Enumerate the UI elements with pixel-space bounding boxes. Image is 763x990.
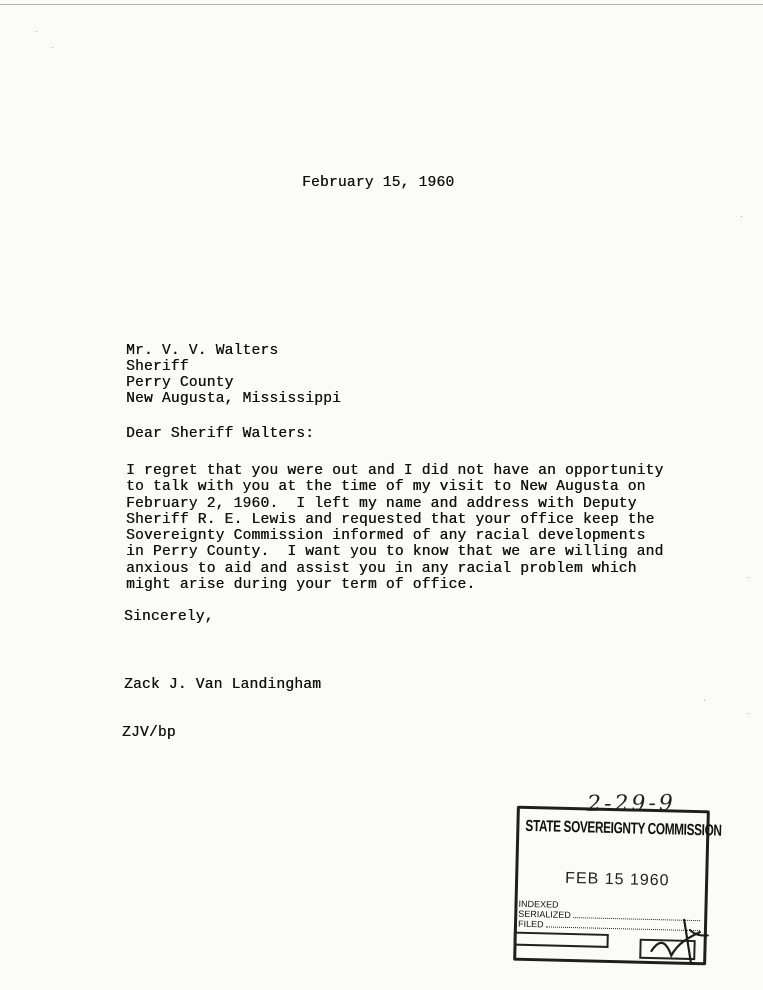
stamp-field-label: FILED xyxy=(517,918,544,930)
body-line: anxious to aid and assist you in any racial problem which xyxy=(126,560,637,577)
handwritten-file-number: 2-29-9 xyxy=(586,790,676,817)
recipient-county: Perry County xyxy=(126,375,234,391)
stamp-field-label: INDEXED xyxy=(518,898,559,910)
body-line: in Perry County. I want you to know that we are willing and xyxy=(126,544,664,561)
body-line: I regret that you were out and I did not have an opportunity xyxy=(126,463,664,479)
recipient-name: Mr. V. V. Walters xyxy=(126,343,279,359)
salutation: Dear Sheriff Walters: xyxy=(126,426,315,442)
stamp-field-label: SERIALIZED xyxy=(518,908,571,921)
body-line: to talk with you at the time of my visit to New Augusta on xyxy=(126,479,646,496)
recipient-address xyxy=(126,343,341,407)
scan-speck xyxy=(36,31,37,32)
stamp-box xyxy=(514,932,609,948)
commission-stamp xyxy=(513,790,722,966)
body-line: might arise during your term of office. xyxy=(126,577,476,594)
scan-speck xyxy=(741,216,742,217)
letter-date: February 15, 1960 xyxy=(302,175,455,191)
scan-speck xyxy=(748,577,749,578)
recipient-title: Sheriff xyxy=(126,359,189,375)
typist-initials: ZJV/bp xyxy=(122,725,176,741)
recipient-city: New Augusta, Mississippi xyxy=(126,391,341,407)
handwritten-initial-mark xyxy=(633,907,714,971)
closing: Sincerely, xyxy=(124,609,214,625)
scan-speck xyxy=(52,47,53,48)
top-scan-edge xyxy=(0,4,763,5)
body-line: Sheriff R. E. Lewis and requested that your office keep the xyxy=(126,511,655,528)
stamp-date: FEB 15 1960 xyxy=(564,869,670,890)
body-line: Sovereignty Commission informed of any racial developments xyxy=(126,528,646,545)
letter-body xyxy=(126,463,663,593)
body-line: February 2, 1960. I left my name and address with Deputy xyxy=(126,495,637,512)
scan-speck xyxy=(748,713,749,714)
signature-name: Zack J. Van Landingham xyxy=(124,677,322,693)
stamp-title: STATE SOVEREIGNTY COMMISSION xyxy=(525,817,722,840)
scan-speck xyxy=(704,700,705,701)
